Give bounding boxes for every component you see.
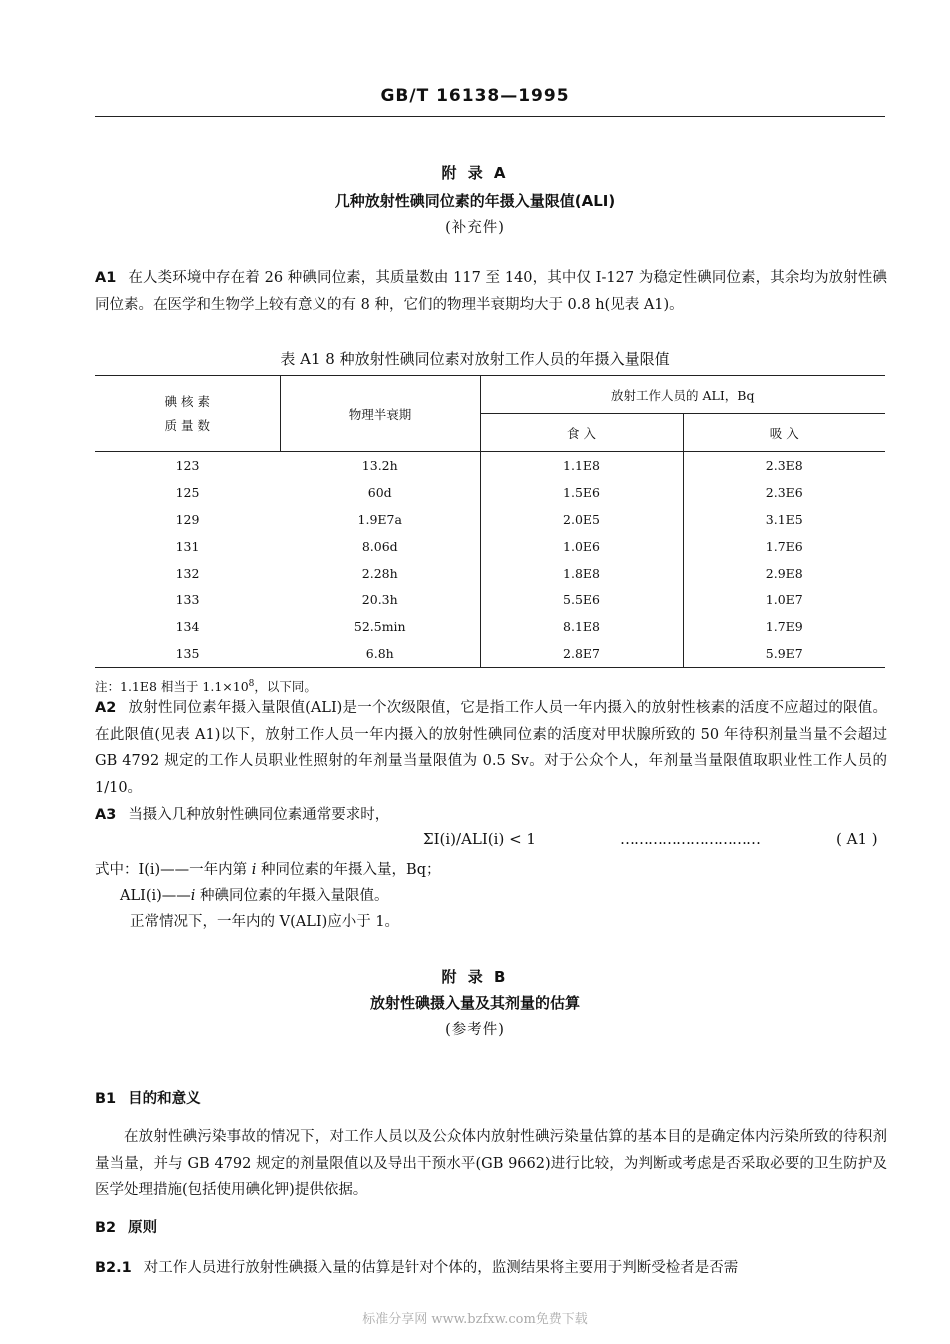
header-ingestion: 食 入: [480, 414, 683, 452]
clause-label: A1: [95, 270, 117, 286]
paragraph-a1: [95, 265, 887, 318]
table-row: [95, 560, 885, 587]
cell-inhalation: 3.1E5: [683, 506, 885, 533]
equation-number: ( A1 ): [836, 830, 878, 848]
cell-ingestion: 2.8E7: [480, 640, 683, 667]
cell-ingestion: 2.0E5: [480, 506, 683, 533]
clause-text: 在人类环境中存在着 26 种碘同位素，其质量数由 117 至 140，其中仅 I-127 为稳定性碘同位素，其余均为放射性碘同位素。在医学和生物学上较有意义的有 8 种，它们的物理半衰期均大于 0.8 h(见表 A1)。: [95, 270, 887, 313]
cell-half-life: 2.28h: [361, 565, 398, 581]
where-suffix: 种同位素的年摄入量，Bq；: [256, 862, 441, 878]
table-row: [95, 586, 885, 613]
clause-text: 当摄入几种放射性碘同位素通常要求时，: [128, 807, 390, 823]
cell-inhalation: 2.3E6: [683, 479, 885, 506]
cell-half-life: 20.3h: [361, 592, 398, 608]
paragraph-b1: 在放射性碘污染事故的情况下，对工作人员以及公众体内放射性碘污染量估算的基本目的是确定体内污染所致的待积剂量当量，并与 GB 4792 规定的剂量限值以及导出干预水平(GB 9662)进行比较，为判断或考虑是否采取必要的卫生防护及医学处理措施(包括使用碘化钾)提供依据。: [95, 1129, 887, 1198]
clause-text: 放射性同位素年摄入量限值(ALI)是一个次级限值，它是指工作人员一年内摄入的放射性核素的活度不应超过的限值。在此限值(见表 A1)以下，放射工作人员一年内摄入的放射性碘同位素的活度对甲状腺所致的 50 年待积剂量当量不会超过 GB 4792 规定的工作人员职业性照射的年剂量当量限值为 0.5 Sv。对于公众个人，年剂量当量限值取职业性工作人员的 1/10。: [95, 700, 887, 796]
cell-inhalation: 1.0E7: [683, 586, 885, 613]
ali-variable: i: [190, 888, 196, 904]
cell-half-life: 6.8h: [365, 646, 394, 662]
ali-prefix: ALI(i)——: [120, 888, 191, 904]
appendix-b-subtitle: 放射性碘摄入量及其剂量的估算: [369, 994, 580, 1012]
cell-ingestion: 8.1E8: [480, 613, 683, 640]
cell-mass-number: 135: [175, 646, 200, 662]
table-row: [95, 533, 885, 560]
table-row: [95, 640, 885, 667]
cell-ingestion: 1.1E8: [480, 452, 683, 479]
footer-watermark: 标准分享网 www.bzfxw.com免费下载: [362, 1312, 588, 1327]
cell-mass-number: 129: [175, 511, 200, 527]
paragraph-a3: [95, 802, 887, 829]
cell-inhalation: 2.3E8: [683, 452, 885, 479]
table-row: [95, 479, 885, 506]
cell-mass-number: 125: [175, 484, 200, 500]
paragraph-a2: [95, 695, 887, 801]
section-b1-heading: [95, 1087, 201, 1108]
ali-table: [95, 375, 885, 668]
section-label: B1: [95, 1091, 117, 1107]
cell-inhalation: 2.9E8: [683, 560, 885, 587]
appendix-a-title: 附 录 A: [441, 164, 509, 182]
appendix-b-title: 附 录 B: [441, 968, 509, 986]
standard-code: GB/T 16138—1995: [380, 86, 570, 106]
header-mass-line2: 质 量 数: [164, 417, 210, 433]
clause-label: B2.1: [95, 1260, 132, 1276]
cell-mass-number: 123: [175, 457, 200, 473]
cell-ingestion: 1.8E8: [480, 560, 683, 587]
cell-half-life: 8.06d: [361, 538, 398, 554]
cell-ingestion: 1.0E6: [480, 533, 683, 560]
appendix-b-note: (参考件): [445, 1022, 505, 1038]
cell-ingestion: 5.5E6: [480, 586, 683, 613]
note-suffix: ，以下同。: [254, 679, 317, 694]
clause-text: 对工作人员进行放射性碘摄入量的估算是针对个体的，监测结果将主要用于判断受检者是否需: [143, 1260, 739, 1276]
cell-mass-number: 133: [175, 592, 200, 608]
cell-half-life: 60d: [367, 484, 392, 500]
cell-half-life: 1.9E7a: [357, 511, 402, 527]
header-ali-group: 放射工作人员的 ALI，Bq: [480, 376, 885, 414]
cell-ingestion: 1.5E6: [480, 479, 683, 506]
table-row: [95, 452, 885, 479]
table-caption: 表 A1 8 种放射性碘同位素对放射工作人员的年摄入量限值: [280, 350, 670, 368]
cell-inhalation: 1.7E6: [683, 533, 885, 560]
table-row: [95, 506, 885, 533]
cell-half-life: 13.2h: [361, 457, 398, 473]
section-title: 目的和意义: [128, 1091, 201, 1107]
equation-leader: …………………………: [620, 830, 760, 848]
header-mass-number: [95, 376, 280, 452]
cell-mass-number: 134: [175, 619, 200, 635]
normal-condition: 正常情况下，一年内的 V(ALI)应小于 1。: [130, 914, 400, 930]
clause-label: A2: [95, 700, 117, 716]
paragraph-b21: [95, 1255, 887, 1282]
table-row: [95, 613, 885, 640]
appendix-a-subtitle: 几种放射性碘同位素的年摄入量限值(ALI): [334, 192, 616, 210]
header-mass-line1: 碘 核 素: [164, 393, 210, 409]
where-prefix: 式中：I(i)——一年内第: [95, 862, 252, 878]
where-line-1: [95, 858, 440, 879]
cell-half-life: 52.5min: [353, 619, 406, 635]
cell-mass-number: 132: [175, 565, 200, 581]
header-half-life: 物理半衰期: [280, 376, 480, 452]
cell-mass-number: 131: [175, 538, 200, 554]
clause-label: A3: [95, 807, 117, 823]
note-exponent: 8: [248, 678, 255, 689]
section-label: B2: [95, 1220, 117, 1236]
where-line-2: [120, 884, 389, 905]
equation-a1: ΣI(i)/ALI(i) < 1: [423, 830, 536, 848]
section-b2-heading: [95, 1216, 157, 1237]
table-note: [95, 677, 317, 695]
header-inhalation: 吸 入: [683, 414, 885, 452]
where-variable: i: [251, 862, 257, 878]
header-divider: [95, 116, 885, 117]
appendix-a-note: (补充件): [445, 220, 505, 236]
section-title: 原则: [128, 1220, 158, 1236]
note-prefix: 注：1.1E8 相当于 1.1×10: [95, 679, 249, 694]
cell-inhalation: 5.9E7: [683, 640, 885, 667]
ali-suffix: 种碘同位素的年摄入量限值。: [195, 888, 389, 904]
cell-inhalation: 1.7E9: [683, 613, 885, 640]
